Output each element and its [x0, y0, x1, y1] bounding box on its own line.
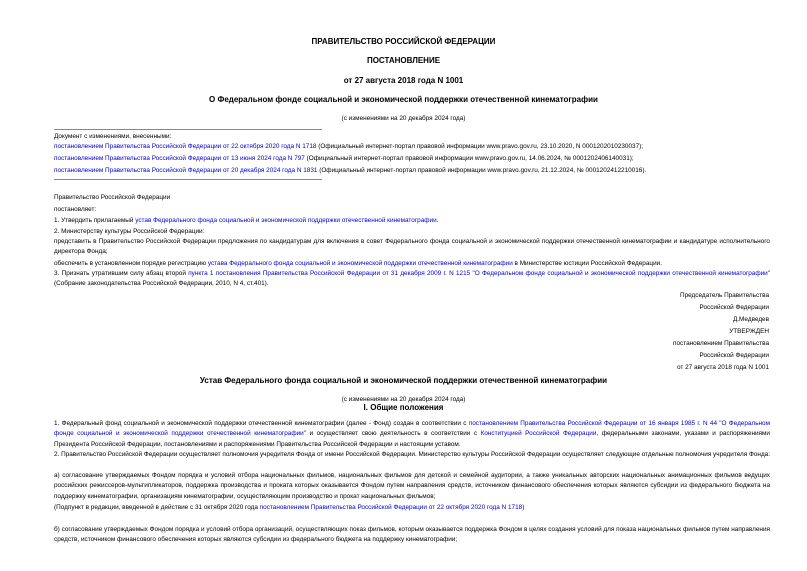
- approved-by: постановлением Правительства: [673, 340, 769, 347]
- amendment-item: постановлением Правительства Российской Федерации от 20 декабря 2024 года N 1831 (Официальный интернет-портал правовой информации www.pravo.gov.ru, 21.12.2024, № 0001202412210016).: [54, 167, 647, 174]
- amendments-intro: Документ с изменениями, внесенными:: [54, 133, 172, 140]
- amendment-link[interactable]: постановлением Правительства Российской Федерации от 13 июня 2024 года N 797: [54, 155, 305, 162]
- charter-clause-2b: б) согласование утверждаемых Фондом порядка и условий отбора организаций, осуществляющих показ фильмов, которым оказывается поддержка Фондом в целях создания условий для показа национальных фильмов путем направления средств, источником финансового обеспечения которых являются субсидии из федерального бюджета на поддержку кинематографии;: [54, 526, 770, 544]
- authority-title: ПРАВИТЕЛЬСТВО РОССИЙСКОЙ ФЕДЕРАЦИИ: [311, 37, 496, 46]
- divider-bottom: [54, 179, 322, 180]
- doc-type: ПОСТАНОВЛЕНИЕ: [366, 56, 441, 65]
- decree-item-2b: обеспечить в установленном порядке регистрацию устава Федерального фонда социальной и экономической поддержки отечественной кинематографии в Министерстве юстиции Российской Федерации.: [54, 260, 662, 267]
- signature-country: Российской Федерации: [699, 304, 769, 311]
- charter-revision: (с изменениями на 20 декабря 2024 года): [341, 396, 466, 403]
- doc-title: О Федеральном фонде социальной и экономической поддержки отечественной кинематографии: [209, 95, 598, 104]
- repealed-decree-link[interactable]: пункта 1 постановления Правительства Российской Федерации от 31 декабря 2009 г. N 1215 "О Федеральном фонде социальной и экономической поддержки отечественной кинематографии": [188, 270, 770, 277]
- decree-1985-link[interactable]: постановлением Правительства Российской Федерации от 16 января 1985 г. N 44 "О Федеральном фонде социальной и экономической поддержки отечественной кинематографии": [54, 420, 771, 438]
- charter-clause-2a-note: (Подпункт в редакции, введенной в действие с 31 октября 2020 года постановлением Правительства Российской Федерации от 22 октября 2020 года N 1718): [54, 504, 525, 511]
- amendment-link[interactable]: постановлением Правительства Российской Федерации от 22 октября 2020 года N 1718: [259, 504, 523, 511]
- approved-date: от 27 августа 2018 года N 1001: [676, 364, 769, 371]
- doc-date-number: от 27 августа 2018 года N 1001: [343, 76, 464, 85]
- decree-subject: Правительство Российской Федерации: [54, 194, 171, 201]
- decree-item-3: 3. Признать утратившим силу абзац второй пункта 1 постановления Правительства Российской Федерации от 31 декабря 2009 г. N 1215 "О Федеральном фонде социальной и экономической поддержки отечественной кинематографии" (Собрание законодательства Российской Федерации, 2010, N 4, ст.401).: [54, 270, 770, 288]
- charter-link[interactable]: устава Федерального фонда социальной и экономической поддержки отечественной кинематографии: [207, 260, 513, 267]
- approved-label: УТВЕРЖДЕН: [729, 328, 769, 335]
- decree-verb: постановляет:: [54, 206, 97, 213]
- decree-item-1: 1. Утвердить прилагаемый устав Федерального фонда социальной и экономической поддержки отечественной кинематографии.: [54, 217, 439, 224]
- charter-clause-1: 1. Федеральный фонд социальной и экономической поддержки отечественной кинематографии (далее - Фонд) создан в соответствии с постановлением Правительства Российской Федерации от 16 января 1985 г. N 44 "О Федеральном фонде социальной и экономической поддержки отечественной кинематографии" и осуществляет свою деятельность в соответствии с Конституцией Российской Федерации, федеральными законами, указами и распоряжениями Президента Российской Федерации, постановлениями и распоряжениями Правительства Российской Федерации и настоящим уставом.: [54, 420, 771, 448]
- amendment-item: постановлением Правительства Российской Федерации от 13 июня 2024 года N 797 (Официальный интернет-портал правовой информации www.pravo.gov.ru, 14.06.2024, № 0001202406140031);: [54, 155, 634, 162]
- decree-item-2a: представить в Правительство Российской Федерации предложения по кандидатурам для включения в совет Федерального фонда социальной и экономической поддержки отечественной кинематографии и кандидатуре исполнительного директора Фонда;: [54, 238, 770, 256]
- section-heading: I. Общие положения: [363, 403, 444, 412]
- charter-title: Устав Федерального фонда социальной и экономической поддержки отечественной кинематографии: [199, 376, 608, 385]
- charter-clause-2: 2. Правительство Российской Федерации осуществляет полномочия учредителя Фонда от имени Российской Федерации. Министерство культуры Российской Федерации осуществляет следующие отдельные полномочия учредителя Фонда:: [54, 451, 771, 458]
- charter-clause-2a: а) согласование утверждаемых Фондом порядка и условий отбора национальных фильмов, национальных фильмов для детской и семейной аудитории, а также уникальных авторских национальных анимационных фильмов ведущих российских режиссеров-мультипликаторов, поддержка производства и проката которых оказывается Фондом путем направления средств, источником финансового обеспечения которых являются субсидии из федерального бюджета на поддержку кинематографии, организациям кинематографии, осуществляющим производство и прокат национальных фильмов;: [54, 472, 770, 500]
- doc-revision: (с изменениями на 20 декабря 2024 года): [341, 115, 466, 122]
- amendment-link[interactable]: постановлением Правительства Российской Федерации от 22 октября 2020 года N 1718: [54, 143, 317, 150]
- approved-country: Российской Федерации: [699, 352, 769, 359]
- signature-position: Председатель Правительства: [680, 292, 769, 299]
- constitution-link[interactable]: Конституцией Российской Федерации: [480, 430, 597, 438]
- amendment-link[interactable]: постановлением Правительства Российской Федерации от 20 декабря 2024 года N 1831: [54, 167, 318, 174]
- signature-name: Д.Медведев: [732, 316, 769, 323]
- divider-top: [54, 129, 322, 130]
- decree-item-2: 2. Министерству культуры Российской Федерации:: [54, 228, 205, 235]
- amendment-item: постановлением Правительства Российской Федерации от 22 октября 2020 года N 1718 (Официальный интернет-портал правовой информации www.pravo.gov.ru, 23.10.2020, N 0001202010230037);: [54, 143, 644, 150]
- charter-link[interactable]: устав Федерального фонда социальной и экономической поддержки отечественной кинематографии: [135, 217, 437, 224]
